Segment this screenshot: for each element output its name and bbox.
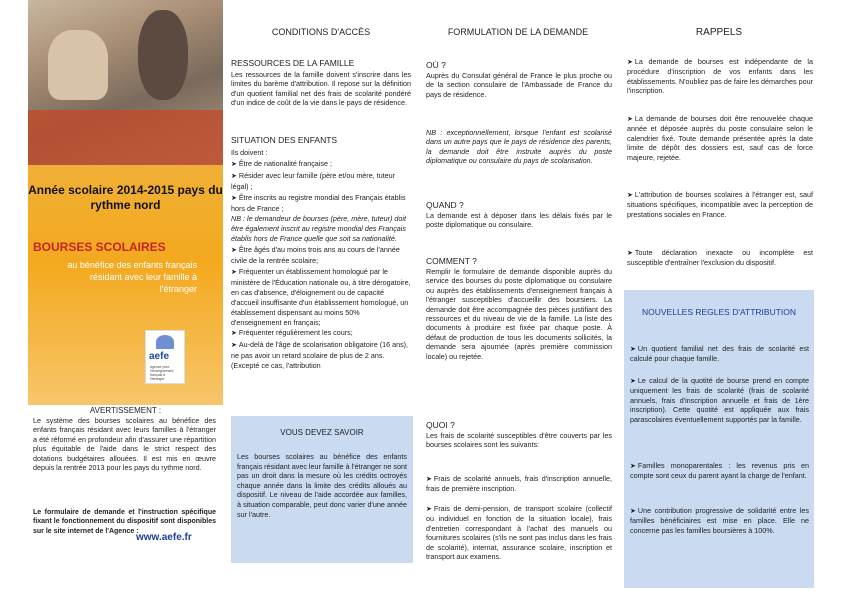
logo-text: aefe [149, 351, 170, 362]
list-item: ➤ Le calcul de la quotité de bourse prend en compte uniquement les frais de scolarité (frais de scolarité annuels, frais d'inscription annuelle et frais de 1ère inscription). Cette quotité est appliquée aux frais parascolaires éventuellement supportés par la famille. [630, 376, 809, 424]
avertissement-title: AVERTISSEMENT : [89, 406, 162, 415]
beneficiaries-text: au bénéfice des enfants français résidant avec leur famille à l'étranger [67, 260, 197, 294]
list-item: ➤ Frais de scolarité annuels, frais d'inscription annuelle, frais de première inscription. [426, 474, 612, 494]
arrow-icon: ➤ [231, 268, 237, 276]
comment-text: Remplir le formulaire de demande disponible auprès du service des bourses du poste diplomatique ou consulaire ou auprès des établissements d'enseignement français à l'étranger susceptibles d'accueillir des boursiers. La demande doit être accompagnée des pièces justifiant des ressources et du niveau de vie de la famille. La liste des documents à produire est fixée par chaque poste. À défaut de production de tous les documents sollicités, la demande sera ajournée (après première commission locale) ou rejetée. [426, 267, 612, 361]
list-item: ➤ Être âgés d'au moins trois ans au cours de l'année civile de la rentrée scolaire; [231, 245, 400, 266]
quoi-text: Les frais de scolarité susceptibles d'être couverts par les bourses scolaires sont les suivants: [426, 431, 612, 450]
rappels-panel [622, 0, 816, 595]
ou-text: Auprès du Consulat général de France le plus proche ou de la section consulaire de l'Ambassade de France du pays de résidence. [426, 71, 612, 99]
school-year: Année scolaire 2014-2015 pays du rythme nord [28, 183, 223, 212]
photo-figure-1 [48, 30, 108, 100]
formulaire-text: Le formulaire de demande et l'instruction spécifique fixant le fonctionnement du dispositif sont disponibles sur le site internet de l'Agence : [33, 509, 216, 535]
photo-figure-3 [28, 110, 223, 165]
arrow-icon: ➤ [627, 192, 633, 199]
arrow-icon: ➤ [231, 194, 237, 202]
ressources-text: Les ressources de la famille doivent s'inscrire dans les limites du barème d'attribution. Il repose sur la définition d'un quotient familial net des frais de scolarité pondéré d'un indice de coût de la vie dans le pays de résidence. [231, 70, 411, 108]
comment-title: COMMENT ? [426, 256, 477, 266]
situation-nb: NB : le demandeur de bourses (père, mère, tuteur) doit être également inscrit au registre mondial des Français établis hors de France quelle que soit sa nationalité. [231, 214, 406, 244]
classroom-photo [28, 0, 223, 165]
arrow-icon: ➤ [231, 247, 237, 255]
cover-panel [0, 0, 225, 595]
list-item: ➤ La demande de bourses est indépendante de la procédure d'inscription de vos enfants dans les établissements. N'oubliez pas de faire les démarches pour l'inscription. [627, 57, 813, 96]
list-item: ➤ Être inscrits au registre mondial des Français établis hors de France ; [231, 192, 406, 213]
conditions-header: CONDITIONS D'ACCÈS [271, 27, 371, 37]
list-item: ➤ Un quotient familial net des frais de scolarité est calculé pour chaque famille. [630, 344, 809, 364]
arrow-icon: ➤ [231, 330, 237, 338]
list-item: ➤ Toute déclaration inexacte ou incomplète est susceptible d'entraîner l'exclusion du dispositif. [627, 248, 813, 268]
aefe-logo [145, 330, 185, 384]
conditions-panel [228, 0, 414, 595]
arrow-icon: ➤ [627, 59, 633, 66]
logo-mark-icon [156, 335, 174, 349]
ou-title: OÙ ? [426, 60, 446, 70]
arrow-icon: ➤ [426, 506, 432, 513]
ou-nb: NB : exceptionnellement, lorsque l'enfant est scolarisé dans un autre pays que le pays de résidence des parents, la demande doit être instruite auprès du poste diplomatique ou consulaire du pays de scolarisation. [426, 128, 612, 166]
arrow-icon: ➤ [630, 508, 636, 515]
quoi-title: QUOI ? [426, 420, 455, 430]
situation-list [231, 148, 411, 372]
arrow-icon: ➤ [231, 342, 237, 350]
list-item: ➤ Être de nationalité française ; [231, 158, 332, 168]
ressources-title: RESSOURCES DE LA FAMILLE [231, 58, 355, 68]
bourses-title: BOURSES SCOLAIRES [33, 240, 166, 254]
list-item: ➤ Une contribution progressive de solidarité entre les familles bénéficiaires est mise en place. Elle ne concerne pas les familles boursières à 100%. [630, 506, 809, 535]
devez-savoir-box [231, 416, 413, 563]
formulation-panel [422, 0, 614, 595]
list-item: ➤ Fréquenter régulièrement les cours; [231, 328, 353, 338]
list-item: ➤ Fréquenter un établissement homologué par le ministère de l'Éducation nationale ou, à titre dérogatoire, en cas d'absence, d'éloignement ou de capacité d'accueil insuffisante d'un établissement homologué, un établissement dispensant au moins 50% d'enseignement en français; [231, 266, 411, 327]
avertissement-text: Le système des bourses scolaires au bénéfice des enfants français résidant avec leurs familles à l'étranger a été réformé en profondeur afin d'assurer une répartition plus équitable de l'aide dans le strict respect des dotations budgétaires allouées. Il est mis en œuvre depuis la rentrée 2013 pour les pays du rythme nord. [33, 416, 216, 473]
quand-text: La demande est à déposer dans les délais fixés par le poste diplomatique ou consulaire. [426, 211, 612, 230]
nouvelles-regles-box [624, 290, 814, 588]
arrow-icon: ➤ [231, 160, 237, 168]
list-item: ➤ Familles monoparentales : les revenus pris en compte sont ceux du parent ayant la charge de l'enfant. [630, 461, 809, 481]
arrow-icon: ➤ [630, 378, 636, 385]
arrow-icon: ➤ [630, 463, 636, 470]
situation-title: SITUATION DES ENFANTS [231, 135, 338, 145]
list-item: ➤ Résider avec leur famille (père et/ou mère, tuteur légal) ; [231, 170, 396, 191]
list-item: ➤ La demande de bourses doit être renouvelée chaque année et déposée auprès du poste consulaire selon le calendrier fixé. Toute demande présentée après la date limite de dépôt des dossiers est, sauf cas de force majeure, rejetée. [627, 114, 813, 162]
rappels-header: RAPPELS [695, 27, 743, 38]
formulation-header: FORMULATION DE LA DEMANDE [447, 27, 589, 37]
list-item: ➤ Frais de demi-pension, de transport scolaire (collectif ou individuel en fonction de la situation locale), frais d'entretien correspondant à l'achat des manuels ou fournitures scolaires (s'ils ne sont pas inclus dans les frais de scolarité), internat, assurance scolaire, inscription et transport aux examens. [426, 504, 612, 562]
list-item: ➤ Au-delà de l'âge de scolarisation obligatoire (16 ans), ne pas avoir un retard scolaire de plus de 2 ans. (Excepté ce cas, l'attribution [231, 340, 409, 371]
quand-title: QUAND ? [426, 200, 464, 210]
arrow-icon: ➤ [426, 476, 432, 483]
logo-subtext: agence pour l'enseignement français à l'étranger [150, 365, 174, 381]
devez-title: VOUS DEVEZ SAVOIR [280, 428, 364, 437]
nouvelles-title: NOUVELLES REGLES D'ATTRIBUTION [641, 307, 797, 317]
list-item: ➤ L'attribution de bourses scolaires à l'étranger est, sauf situations spécifiques, incompatible avec la perception de prestations sociales en France. [627, 190, 813, 219]
situation-intro: Ils doivent : [231, 148, 268, 157]
arrow-icon: ➤ [627, 116, 633, 123]
photo-figure-2 [138, 10, 188, 100]
arrow-icon: ➤ [627, 250, 633, 257]
aefe-link[interactable]: www.aefe.fr [136, 532, 192, 543]
arrow-icon: ➤ [630, 346, 636, 353]
arrow-icon: ➤ [231, 172, 237, 180]
devez-text: Les bourses scolaires au bénéfice des enfants français résidant avec leur famille à l'étranger ne sont pas un droit dans la mesure où les crédits octroyés chaque année dans la limite des crédits alloués au dispositif. Le niveau de l'aide accordée aux familles, à situation comparable, peut donc varier d'une année sur l'autre. [237, 452, 407, 519]
